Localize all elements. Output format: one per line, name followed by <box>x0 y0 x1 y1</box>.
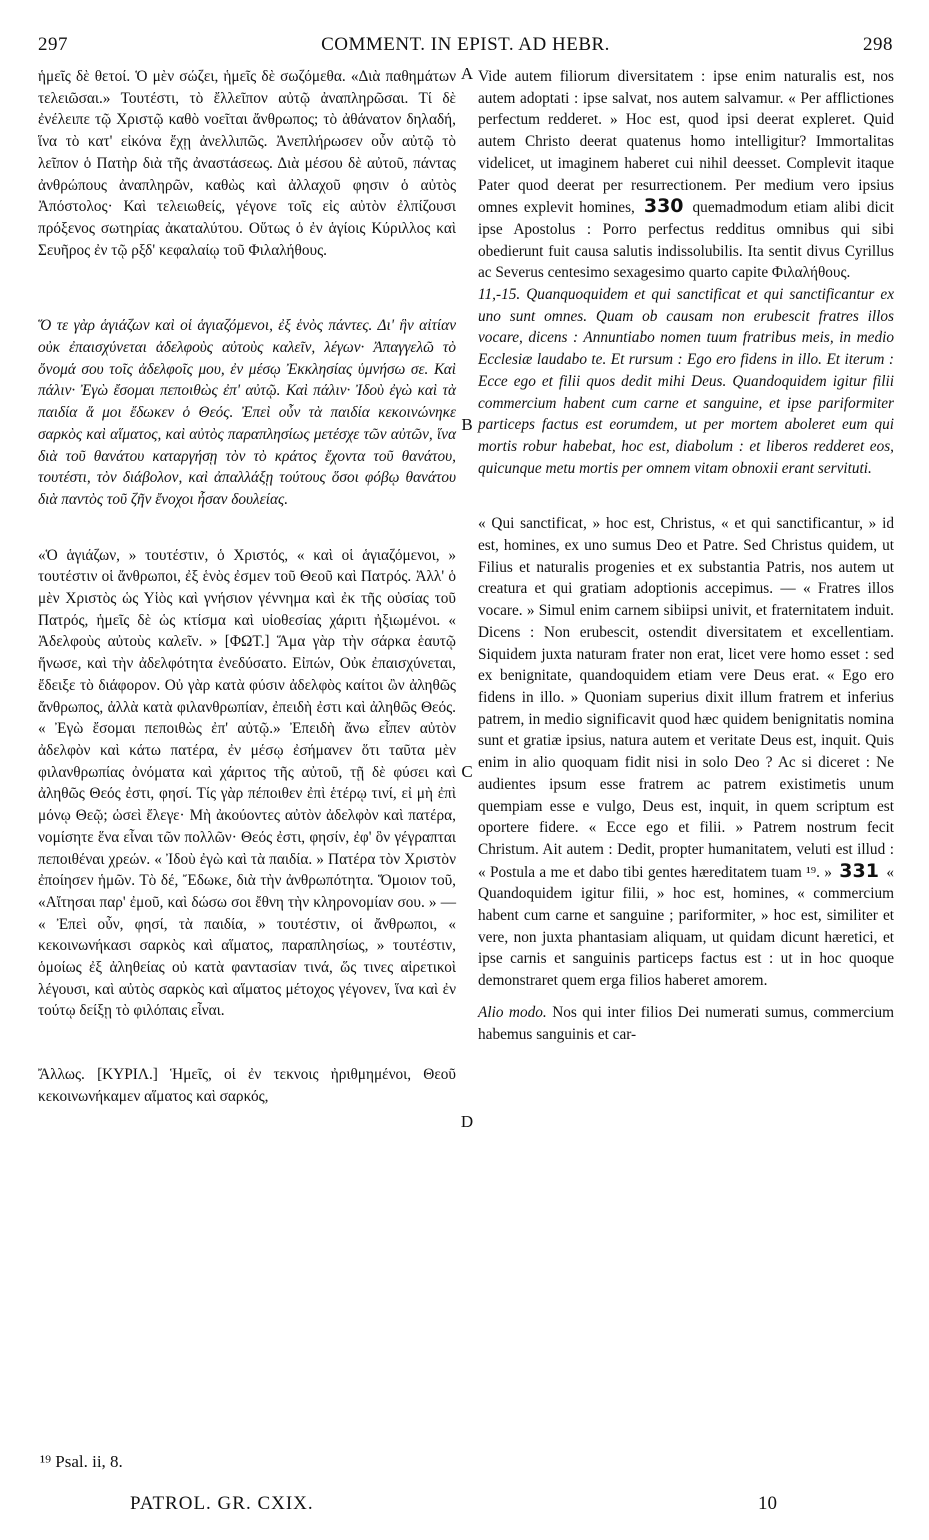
margin-mark-c: C <box>461 762 473 781</box>
latin-commentary-cont: « Quandoquidem igitur filii, » hoc est, homines, « commercium habent cum carne et sanguine ; pariformiter, » hoc est, similiter et vere, non juxta phantasiam aliquam, ut quidam dicunt hæretici, et ipse carnis et sanguinis particeps factus est : ut in hoc quoque demonstraret quem erga filios haberet amorem. <box>478 863 894 990</box>
greek-commentary: «Ὁ ἁγιάζων, » τουτέστιν, ὁ Χριστός, « καὶ οἱ ἁγιαζόμενοι, » τουτέστιν οἱ ἄνθρωποι, ἐξ ἑνὸς ἐσμεν τοῦ Θεοῦ καὶ Πατρός. Ἀλλ' ὁ μὲν Χριστὸς ὡς Υἱὸς καὶ γνήσιον γέννημα καὶ ἐκ τῆς οὐσίας τοῦ Πατρός, ἡμεῖς δὲ ὡς κτίσμα καὶ υἱοθεσίας χάριτι ἠξιωμένοι. « Ἀδελφοὺς αὐτοὺς καλεῖν. » [ΦΩΤ.] Ἅμα γὰρ τὴν σάρκα ἑαυτῷ ἥνωσε, καὶ τὴν ἀδελφότητα ἐνεδύσατο. Εἰπών, Οὐκ ἐπαισχύνεται, ἔδειξε τὸ διάφορον. Οὐ γὰρ κατὰ φύσιν ἀδελφὸς καίτοι ὢν ἀληθῶς ἄνθρωπος, ἀλλὰ κατὰ φιλανθρωπίαν, ἐπειδὴ ἐστι καὶ ἀληθῶς Θεός. « Ἐγὼ ἔσομαι πεποιθὼς ἐπ' αὐτῷ.» Ἐπειδὴ ἄνω εἶπεν αὐτὸν ἀδελφὸν καὶ κάτω πατέρα, ἐν μέσῳ ἐσήμανεν ὅτι ταῦτα μὲν φιλανθρωπίας ὀνόματα καὶ χάριτος τῆς αὐτοῦ, τῇ δὲ φύσει καὶ ἀληθῶς Θεός ἐστι, φησί. Τίς γὰρ πέποιθεν ἐπὶ ἑτέρῳ τινί, εἰ μὴ ἐπὶ μόνῳ Θεῷ; ὡσεὶ ἔλεγε· Μὴ ἀκούοντες αὐτὸν ἀδελφὸν καὶ πατέρα, νομίσητε ἕνα εἶναι τῶν πολλῶν· Θεός ἐστι, φησίν, ἐφ' ὃν γέγραπται πεποιθέναι χρεών. « Ἰδοὺ ἐγὼ καὶ τὰ παιδία. » Πατέρα τὸν Χριστὸν ἐποίησεν ἡμῶν. Τὸ δέ, Ἔδωκε, διὰ τὴν ἀνθρωπότητα. Ὅμοιον τοῦ, «Αἴτησαι παρ' ἐμοῦ, καὶ δώσω σοι ἔθνη τὴν κληρονομίαν σου. » — « Ἐπεὶ οὖν, φησί, τὰ παιδία, » τουτέστιν, οἱ ἄνθρωποι, « κεκοινωνήκασι σαρκὸς καὶ αἵματος, παραπλησίως, » τουτέστιν, ὁμοίως ἐξ ἀληθείας οὐ κατὰ φαντασίαν τινά, ὥς τινες αἱρετικοὶ λέγουσι, καὶ αὐτὸς σαρκὸς καὶ αἵματος μέτοχος γέγονεν, ἵνα καὶ ἐν τούτῳ δείξῃ τὸ φιλόπαις εἶναι. <box>38 546 456 1020</box>
column-number-330: 330 <box>643 195 684 218</box>
latin-alternate-text: Nos qui inter filios Dei numerati sumus, commercium habemus sanguinis et car- <box>478 1003 894 1043</box>
margin-mark-b: B <box>461 415 473 434</box>
latin-paragraph-1 <box>478 66 894 284</box>
latin-alternate-reading <box>478 1002 894 1045</box>
signature-mark: 10 <box>758 1493 777 1514</box>
margin-mark-d: D <box>460 1112 474 1131</box>
latin-commentary-text: « Qui sanctificat, » hoc est, Christus, « et qui sanctificantur, » id est, homines, ex uno sumus Deo et Patre. Sed Christus quidem, ut Filius et naturalis progenies et ex substantia Patris, nos autem ut creatura et qui gratiam adoptionis accepimus. — « Fratres illos vocare. » Simul enim carnem sibiipsi univit, et fraternitatem induit. Dicens : Non erubescit, ostendit diversitatem et excellentiam. Siquidem juxta naturam frater non erat, licet vere homo esset : sed ex benignitate, quandoquidem etiam vere Deus erat. « Ego ero fidens in illo. » Quoniam superius dixit illum fratrem et inferius patrem, in medio significavit quod hæc quidem benignitatis nomina sunt et gratiæ ipsius, natura autem et veritate Deus est, inquit. Quis enim in alio quoquam fidit nisi in solo Deo ? Ac si diceret : Ne audientes ipsum esse fratrem ac patrem existimetis unum quempiam esse e vulgo, Deus est, inquit, in quem scriptum est oportere fidere. « Ecce ego et filii. » Patrem nostrum fecit Christum. Ait autem : Dedit, propter humanitatem, veluti est illud : « Postula a me et dabo tibi gentes hæreditatem tuam ¹⁹. » <box>478 515 894 881</box>
greek-alternate-reading: Ἄλλως. [ΚΥΡΙΛ.] Ἡμεῖς, οἱ ἐν τεκνοις ἠριθμημένοι, Θεοῦ κεκοινωνήκαμεν αἵματος καὶ σαρκός, <box>38 1066 456 1105</box>
series-footer: PATROL. GR. CXIX. <box>130 1493 314 1514</box>
page-number-right: 298 <box>863 34 893 55</box>
page-number-left: 297 <box>38 34 68 55</box>
latin-paragraph-1-text: Vide autem filiorum diversitatem : ipse enim naturalis est, nos autem adoptati : ipse salvat, nos autem salvamur. « Per afflictiones perfectum redderet. » Hoc est, quod ipsi deerat expleret. Quid autem Christo deerat quatenus homo intelligitur? Immortalitas videlicet, ut imaginem haberet cui nihil deesset. Complevit itaque Pater quod deerat per resurrectionem. Per medium vero ipsius omnes explevit homines, <box>478 68 894 217</box>
running-header <box>38 34 893 60</box>
latin-commentary <box>478 513 894 991</box>
latin-column <box>478 66 894 1045</box>
column-number-331: 331 <box>839 859 879 882</box>
latin-scripture-text: 11,-15. Quanquoquidem et qui sanctificat et qui sanctificantur ex uno sunt omnes. Quam ob causam non erubescit fratres illos vocare, dicens : Annuntiabo nomen tuum fratribus meis, in medio Ecclesiæ laudabo te. Et rursum : Ego ero fidens in illo. Et iterum : Ecce ego et filii quos dedit mihi Deus. Quandoquidem igitur filii commercium habent cum carne et sanguine, et ipse pariformiter particeps factus est eorumdem, ut per mortem aboleret eum qui mortis robur habebat, hoc est, diabolum : et liberos redderet eos, quicunque metu mortis per omnem vitam obnoxii erant servituti. <box>478 286 894 477</box>
margin-mark-a: A <box>460 64 474 83</box>
alio-modo-lead: Alio modo. <box>478 1003 547 1021</box>
footnote: ¹⁹ Psal. ii, 8. <box>40 1452 123 1471</box>
greek-paragraph-1: ἡμεῖς δὲ θετοί. Ὁ μὲν σώζει, ἡμεῖς δὲ σωζόμεθα. «Διὰ παθημάτων τελειῶσαι.» Τουτέστι, τὸ ἔλλεῖπον αὐτῷ ἀναπληρῶσαι. Τί δὲ ἐνέλειπε τῷ Χριστῷ καθὸ νοεῖται ἄνθρωπος; τὸ ἀθάνατον δηλαδή, ἵνα τὸ κατ' εἰκόνα ἔχῃ ἀνελλιπῶς. Ἀνεπλήρωσεν οὖν αὐτῷ τὸ λεῖπον ὁ Πατὴρ διὰ τῆς ἀναστάσεως. Διὰ μέσου δὲ αὐτοῦ, πάντας ἀνθρώπους ἀναπληρῶν, καθὼς καὶ ἀλλαχοῦ φησιν ὁ αὐτὸς Ἀπόστολος· Καὶ τελειωθείς, γέγονε τοῖς εἰς αὐτὸν ἐλπίζουσι πρόξενος σωτηρίας ἀκαταλύτου. Οὕτως ὁ ἐν ἁγίοις Κύριλλος καὶ Σευῆρος ἐν τῷ ρξδ' κεφαλαίῳ τοῦ Φιλαλήθους. <box>38 68 456 259</box>
running-title: COMMENT. IN EPIST. AD HEBR. <box>321 34 610 55</box>
latin-paragraph-1-cont: quemadmodum etiam alibi dicit ipse Apostolus : Porro perfectus redditus omnibus qui sibi obedierunt fuit causa salutis indissolubilis. Ita sentit divus Cyrillus ac Severus centesimo sexagesimo quarto capite Φιλαλήθους. <box>478 199 895 282</box>
greek-scripture-text: Ὅ τε γὰρ ἁγιάζων καὶ οἱ ἁγιαζόμενοι, ἐξ ἑνὸς πάντες. Δι' ἣν αἰτίαν οὐκ ἐπαισχύνεται ἀδελφοὺς αὐτοὺς καλεῖν, λέγων· Ἀπαγγελῶ τὸ ὄνομά σου τοῖς ἀδελφοῖς μου, ἐν μέσῳ Ἐκκλησίας ὑμνήσω σε. Καὶ πάλιν· Ἐγὼ ἔσομαι πεποιθὼς ἐπ' αὐτῷ. Καὶ πάλιν· Ἰδοὺ ἐγὼ καὶ τὰ παιδία ἅ μοι ἔδωκεν ὁ Θεός. Ἐπεὶ οὖν τὰ παιδία κεκοινώνηκε σαρκὸς καὶ αἵματος, καὶ αὐτὸς παραπλησίως μετέσχε τῶν αὐτῶν, ἵνα διὰ τοῦ θανάτου καταργήσῃ τὸν τὸ κράτος ἔχοντα τοῦ θανάτου, τουτέστι, τὸν διάβολον, καὶ ἀπαλλάξῃ τούτους ὅσοι φόβῳ θανάτου διὰ παντὸς τοῦ ζῆν ἔνοχοι ἦσαν δουλείας. <box>38 317 456 508</box>
greek-column <box>38 66 456 1108</box>
